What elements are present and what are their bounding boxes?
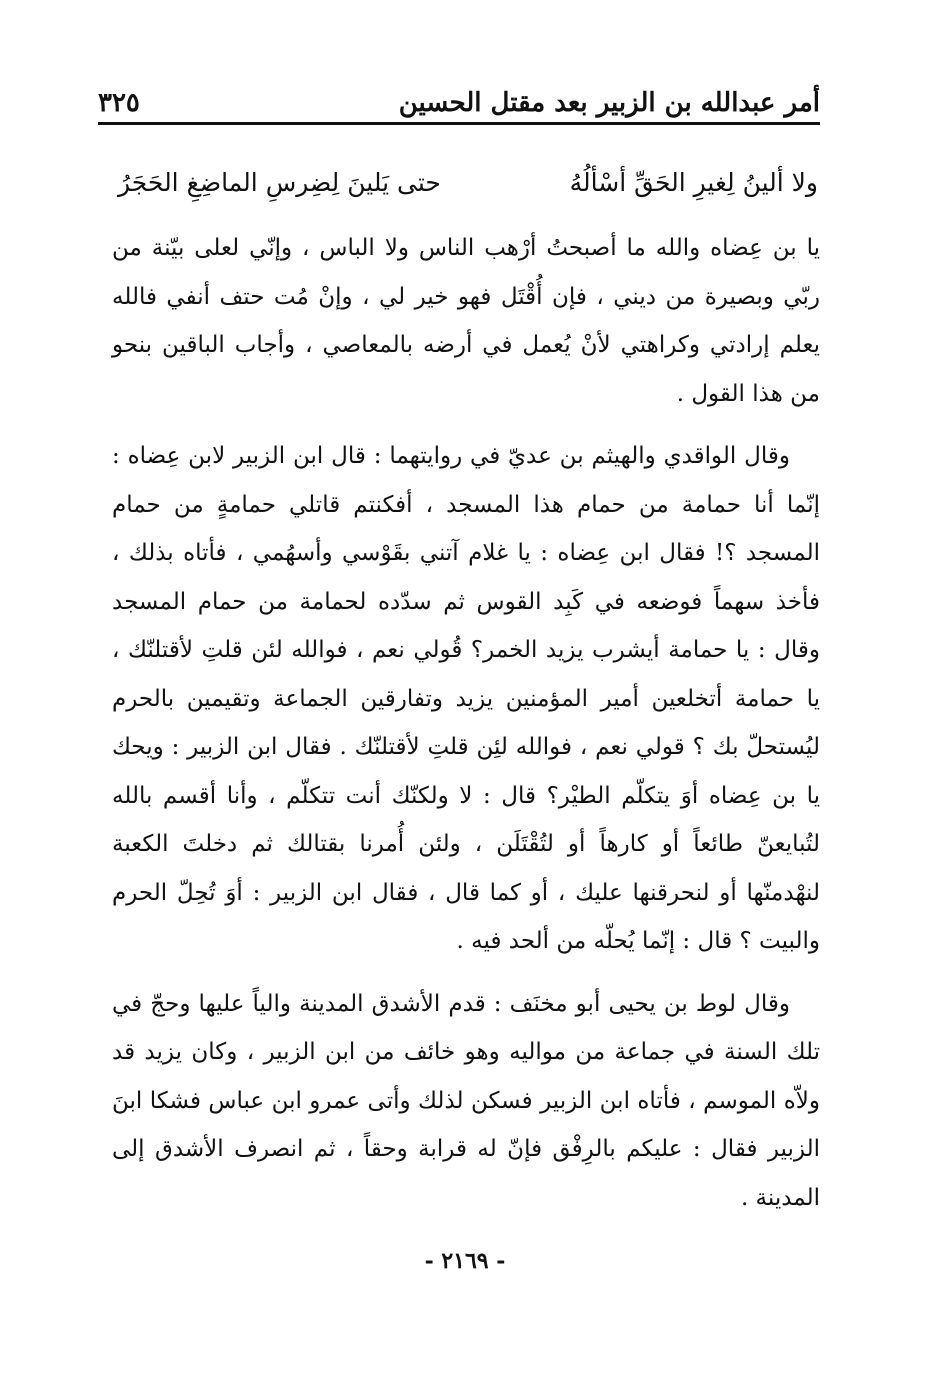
paragraph-3: وقال لوط بن يحيى أبو مخنَف : قدم الأشدق المدينة والياً عليها وحجّ في تلك السنة في جماعة من مواليه وهو خائف من ابن الزبير ، وكان يزيد قد ولاّه الموسم ، فأتاه ابن الزبير فسكن لذلك وأتى عمرو ابن عباس فشكا ابنَ الزبير فقال : عليكم بالرِفْق فإنّ له قرابة وحقاً ، ثم انصرف الأشدق إلى المدينة . [112,990,820,1211]
header-page-number: ٣٢٥ [98,88,140,118]
running-header [98,78,820,125]
poetry-verse [118,168,818,197]
verse-first-hemistich: ولا ألينُ لِغيرِ الحَقِّ أسْألُهُ [569,168,818,197]
verse-second-hemistich: حتى يَلينَ لِضِرسِ الماضِغِ الحَجَرُ [118,168,441,197]
paragraph-2: وقال الواقدي والهيثم بن عديّ في روايتهما : قال ابن الزبير لابن عِضاه : إنّما أنا حمامة من حمام هذا المسجد ، أفكنتم قاتلي حمامةٍ من حمام المسجد ؟! فقال ابن عِضاه : يا غلام آتني بقَوْسي وأسهُمي ، فأتاه بذلك ، فأخذ سهماً فوضعه في كَبِد القوس ثم سدّده لحمامة من حمام المسجد وقال : يا حمامة أيشرب يزيد الخمر؟ قُولي نعم ، فوالله لئن قلتِ لأقتلنّك ، يا حمامة أتخلعين أمير المؤمنين يزيد وتفارقين الجماعة وتقيمين بالحرم ليُستحلّ بك ؟ قولي نعم ، فوالله لئِن قلتِ لأقتلنّك . فقال ابن الزبير : ويحك يا بن عِضاه أوَ يتكلّم الطيْر؟ قال : لا ولكنّك أنت تتكلّم ، وأنا أقسم بالله لتُبايعنّ طائعاً أو كارهاً أو لتُقْتَلَن ، ولئن أُمرنا بقتالك ثم دخلتَ الكعبة لنهْدمنّها أو لنحرقنها عليك ، أو كما قال ، فقال ابن الزبير : أوَ تُحِلّ الحرم والبيت ؟ قال : إنّما يُحلّه من ألحد فيه . [112,443,820,954]
footer-page-number: - ٢١٦٩ - [424,1248,506,1274]
paragraph-1: يا بن عِضاه والله ما أصبحتُ أرْهب الناس ولا الباس ، وإنّي لعلى بيّنة من ربّي وبصيرة من ديني ، فإن أُقْتَل فهو خير لي ، وإنْ مُت حتف أنفي فالله يعلم إرادتي وكراهتي لأنْ يُعمل في أرضه بالمعاصي ، وأجاب الباقين بنحو من هذا القول . [112,235,820,407]
body-text [112,224,820,1222]
chapter-title: أمر عبدالله بن الزبير بعد مقتل الحسين [398,88,820,118]
